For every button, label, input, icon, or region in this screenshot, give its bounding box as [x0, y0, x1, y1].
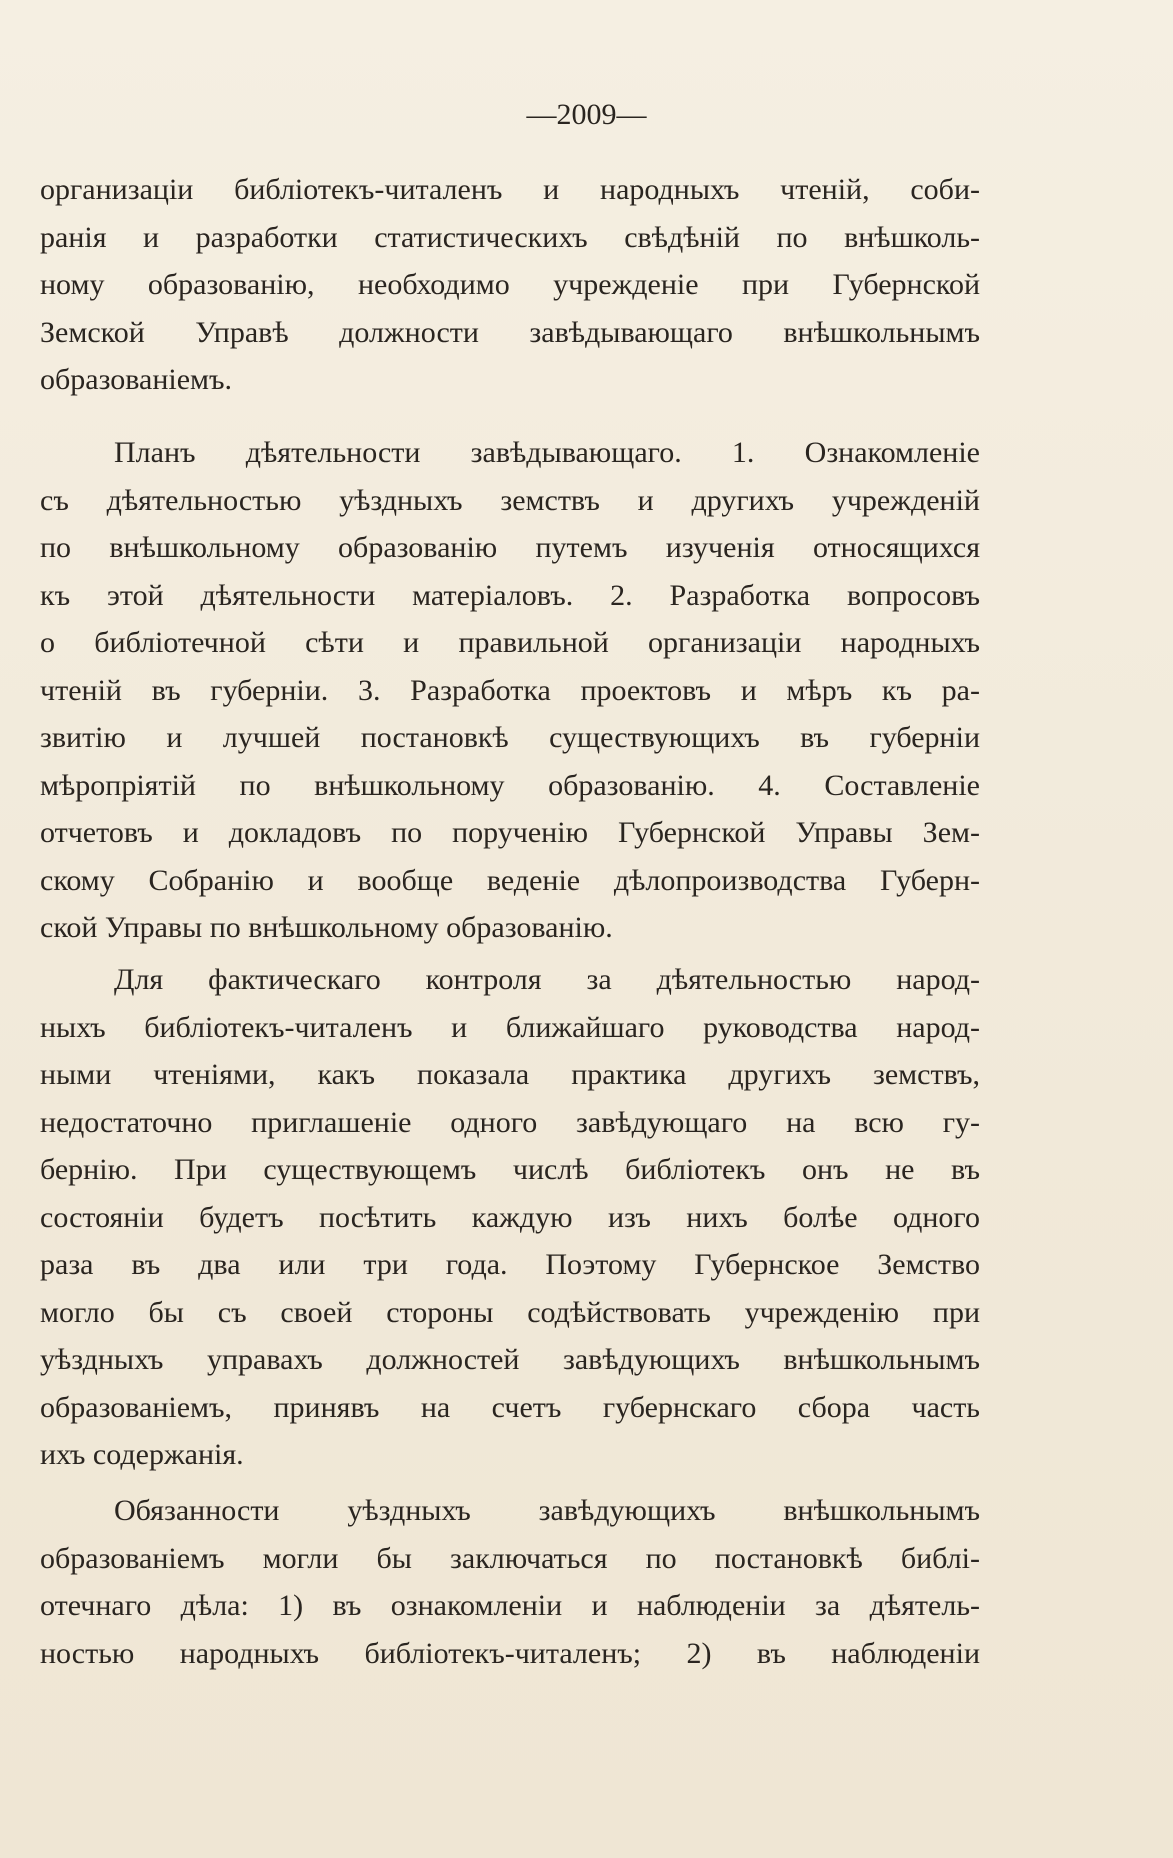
- text-line: бернію. При существующемъ числѣ библіотекъ онъ не въ: [40, 1153, 980, 1186]
- text-line: образованіемъ могли бы заключаться по постановкѣ библі-: [40, 1541, 980, 1575]
- text-line: могло бы съ своей стороны содѣйствовать учрежденію при: [40, 1295, 980, 1329]
- text-line: Земской Управѣ должности завѣдывающаго внѣшкольнымъ: [40, 315, 980, 349]
- text-line: къ этой дѣятельности матеріаловъ. 2. Разработка вопросовъ: [40, 578, 980, 612]
- text-line: Для фактическаго контроля за дѣятельностью народ-: [114, 963, 980, 996]
- text-line: образованіемъ, принявъ на счетъ губернскаго сбора часть: [40, 1390, 980, 1424]
- text-line: отчетовъ и докладовъ по порученію Губернской Управы Зем-: [40, 816, 980, 849]
- text-line: образованіемъ.: [40, 363, 233, 396]
- text-line: звитію и лучшей постановкѣ существующихъ въ губерніи: [40, 721, 980, 754]
- text-line: о библіотечной сѣти и правильной организаціи народныхъ: [40, 626, 980, 659]
- text-line: отечнаго дѣла: 1) въ ознакомленіи и наблюденіи за дѣятель-: [40, 1589, 980, 1622]
- paragraph-1: [40, 166, 980, 404]
- text-line: ностью народныхъ библіотекъ-читаленъ; 2) въ наблюденіи: [40, 1636, 980, 1670]
- text-line: съ дѣятельностью уѣздныхъ земствъ и другихъ учрежденій: [40, 483, 980, 517]
- text-line: недостаточно приглашеніе одного завѣдующаго на всю гу-: [40, 1105, 980, 1139]
- paragraph-2: [40, 429, 980, 952]
- text-line: чтеній въ губерніи. 3. Разработка проектовъ и мѣръ къ ра-: [40, 673, 980, 707]
- text-line: ранія и разработки статистическихъ свѣдѣній по внѣшколь-: [40, 220, 980, 254]
- text-line: ихъ содержанія.: [40, 1438, 244, 1471]
- text-line: ской Управы по внѣшкольному образованію.: [40, 911, 613, 944]
- text-line: скому Собранію и вообще веденіе дѣлопроизводства Губерн-: [40, 863, 980, 897]
- text-line: ныхъ библіотекъ-читаленъ и ближайшаго руководства народ-: [40, 1010, 980, 1044]
- text-line: состояніи будетъ посѣтить каждую изъ нихъ болѣе одного: [40, 1200, 980, 1234]
- paragraph-3: [40, 956, 980, 1479]
- text-line: Обязанности уѣздныхъ завѣдующихъ внѣшкольнымъ: [114, 1494, 980, 1527]
- page-number: —2009—: [526, 98, 647, 131]
- text-line: уѣздныхъ управахъ должностей завѣдующихъ внѣшкольнымъ: [40, 1343, 980, 1376]
- text-line: Планъ дѣятельности завѣдывающаго. 1. Ознакомленіе: [114, 436, 980, 469]
- text-line: раза въ два или три года. Поэтому Губернское Земство: [40, 1248, 980, 1281]
- text-line: по внѣшкольному образованію путемъ изученія относящихся: [40, 531, 980, 564]
- text-line: ными чтеніями, какъ показала практика другихъ земствъ,: [40, 1058, 980, 1091]
- text-line: мѣропріятій по внѣшкольному образованію. 4. Составленіе: [40, 768, 980, 802]
- paragraph-4: [40, 1487, 980, 1677]
- text-line: организаціи библіотекъ-читаленъ и народныхъ чтеній, соби-: [40, 173, 980, 206]
- text-line: ному образованію, необходимо учрежденіе при Губернской: [40, 268, 980, 301]
